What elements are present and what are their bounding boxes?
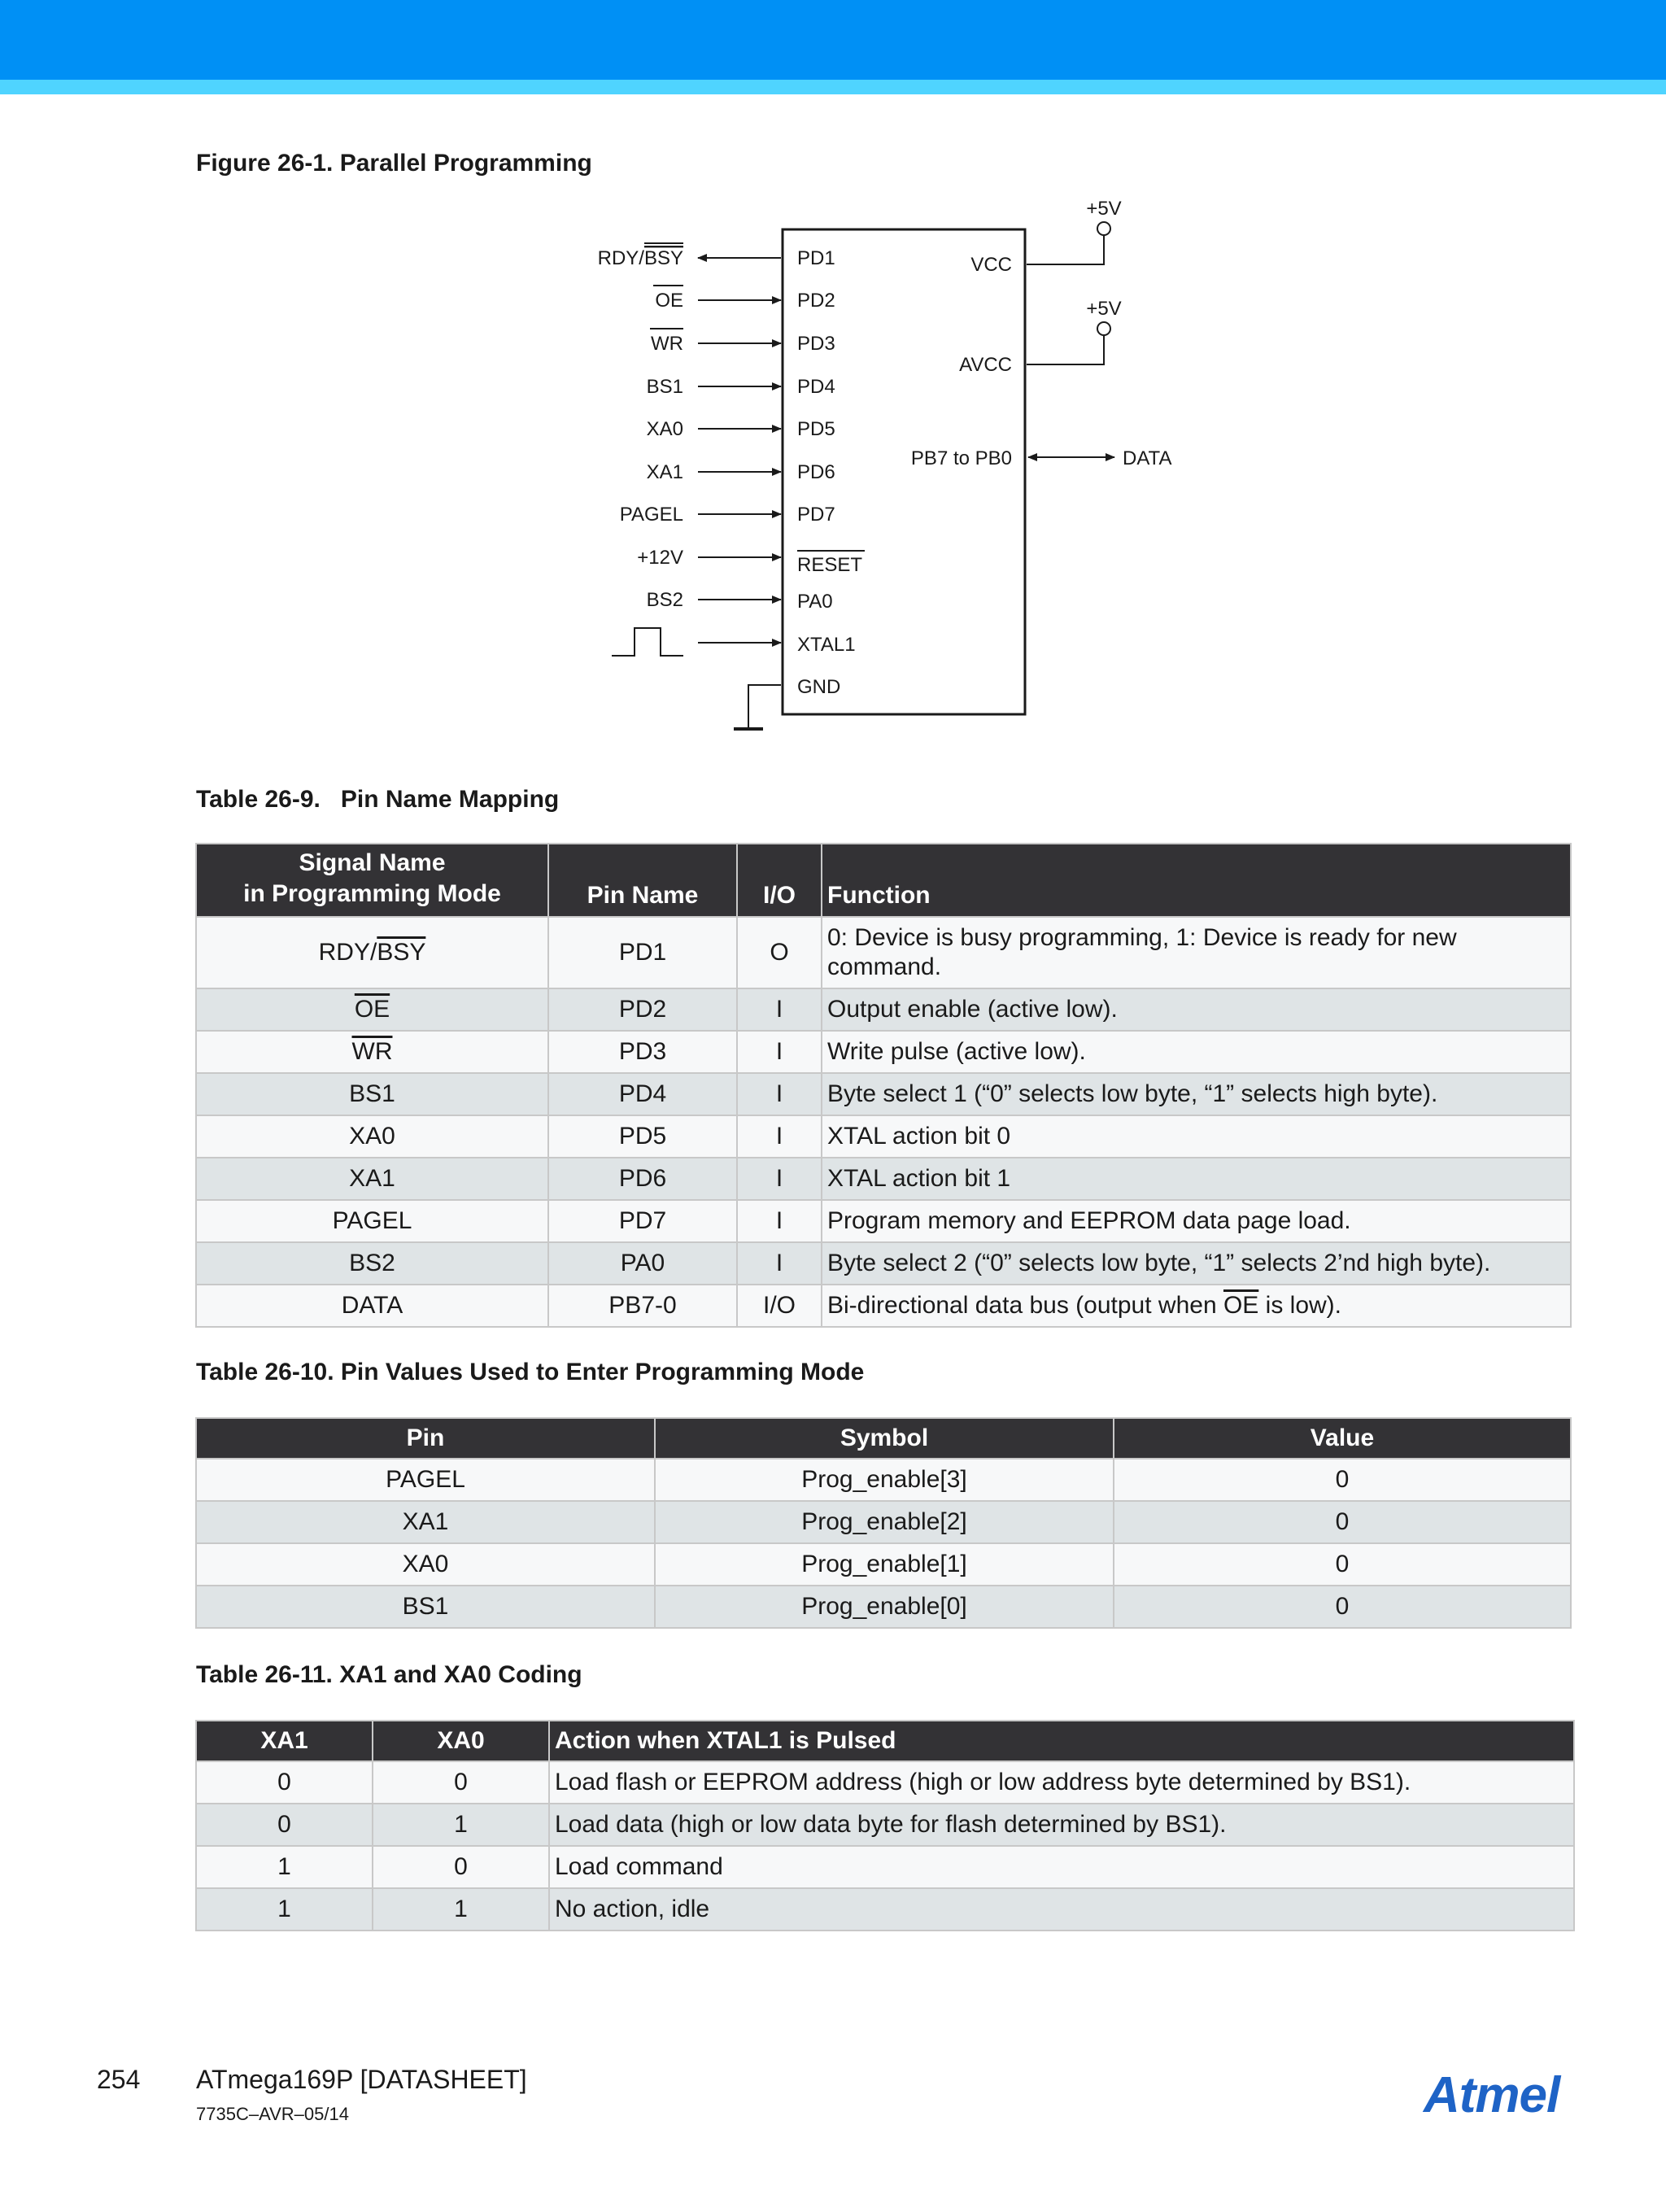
cell-xa0: 1 — [373, 1888, 549, 1931]
cell-pin: PB7-0 — [548, 1285, 737, 1327]
table-row — [196, 1242, 1571, 1285]
pin-pd6: PD6 — [797, 461, 835, 483]
cell-signal — [196, 1285, 548, 1327]
cell-signal-overbar: $\overline{WR}$ — [351, 1038, 393, 1065]
cell-signal-text: RDY/ — [318, 939, 377, 966]
cell-signal — [196, 1200, 548, 1242]
cell-io: I — [737, 988, 822, 1031]
avcc-terminal-icon — [1097, 322, 1110, 335]
table-row — [196, 1543, 1571, 1586]
pin-vcc: VCC — [970, 254, 1012, 276]
col-header-symbol: Symbol — [655, 1418, 1114, 1459]
cell-pin: PD7 — [548, 1200, 737, 1242]
table2-caption — [196, 1359, 864, 1386]
cell-signal-text: BS1 — [349, 1080, 395, 1107]
page-number: 254 — [97, 2065, 141, 2094]
pin-values-table — [195, 1417, 1572, 1629]
cell-signal — [196, 1158, 548, 1200]
pin-pd1: PD1 — [797, 247, 835, 269]
cell-pin: XA0 — [196, 1543, 655, 1586]
cell-pin: PAGEL — [196, 1459, 655, 1501]
cell-symbol: Prog_enable[1] — [655, 1543, 1114, 1586]
table-row — [196, 988, 1571, 1031]
cell-pin: PD5 — [548, 1115, 737, 1158]
figure-caption-title: Parallel Programming — [339, 150, 592, 177]
table-row — [196, 1586, 1571, 1628]
col-header-pin-name: Pin Name — [548, 844, 737, 917]
cell-signal — [196, 1073, 548, 1115]
table-header-row — [196, 844, 1571, 917]
table-row — [196, 1115, 1571, 1158]
table-row — [196, 1761, 1574, 1804]
col-header-signal-line2: in Programming Mode — [243, 880, 501, 907]
table-row — [196, 1501, 1571, 1543]
pin-pa0: PA0 — [797, 591, 833, 613]
cell-xa1: 1 — [196, 1888, 373, 1931]
figure-caption-number: Figure 26-1. — [196, 150, 334, 177]
pin-name-mapping-table — [195, 843, 1572, 1328]
cell-action: Load data (high or low data byte for flash determined by BS1). — [549, 1804, 1574, 1846]
cell-signal-text: BS2 — [349, 1250, 395, 1276]
cell-pin: PD3 — [548, 1031, 737, 1073]
cell-value: 0 — [1114, 1459, 1571, 1501]
col-header-value: Value — [1114, 1418, 1571, 1459]
cell-io: I — [737, 1200, 822, 1242]
table1-caption-title: Pin Name Mapping — [340, 786, 560, 813]
cell-function: 0: Device is busy programming, 1: Device is ready for new command. — [822, 917, 1571, 988]
table3-caption — [196, 1661, 582, 1689]
table2-caption-number: Table 26-10. — [196, 1359, 334, 1385]
cell-pin: BS1 — [196, 1586, 655, 1628]
signal-pagel: PAGEL — [619, 504, 683, 526]
table-row — [196, 1073, 1571, 1115]
cell-xa1: 0 — [196, 1804, 373, 1846]
pin-port-b: PB7 to PB0 — [910, 447, 1012, 469]
cell-function-post: is low). — [1258, 1292, 1342, 1319]
signal-12v: +12V — [637, 547, 683, 569]
col-header-xa0: XA0 — [373, 1721, 549, 1761]
pin-reset: RESET — [797, 554, 863, 576]
col-header-action: Action when XTAL1 is Pulsed — [549, 1721, 1574, 1761]
table3-caption-number: Table 26-11. — [196, 1661, 333, 1688]
cell-io: I — [737, 1115, 822, 1158]
col-header-io: I/O — [737, 844, 822, 917]
cell-function: Program memory and EEPROM data page load. — [822, 1200, 1571, 1242]
pin-pd4: PD4 — [797, 376, 835, 398]
gnd-wire — [748, 685, 781, 729]
avcc-supply-label: +5V — [1086, 298, 1122, 320]
cell-signal — [196, 988, 548, 1031]
cell-signal — [196, 917, 548, 988]
vcc-wire — [1027, 236, 1104, 264]
cell-function — [822, 1285, 1571, 1327]
col-header-signal-line1: Signal Name — [299, 849, 446, 876]
vcc-supply-label: +5V — [1086, 198, 1122, 220]
pin-pd3: PD3 — [797, 333, 835, 355]
cell-function: Output enable (active low). — [822, 988, 1571, 1031]
cell-io: I — [737, 1242, 822, 1285]
pin-xtal1: XTAL1 — [797, 634, 856, 656]
table-header-row — [196, 1418, 1571, 1459]
cell-symbol: Prog_enable[3] — [655, 1459, 1114, 1501]
signal-xa0: XA0 — [646, 418, 683, 440]
col-header-function: Function — [822, 844, 1571, 917]
col-header-xa1: XA1 — [196, 1721, 373, 1761]
table-row — [196, 1804, 1574, 1846]
cell-io: I — [737, 1031, 822, 1073]
cell-action: Load flash or EEPROM address (high or low address byte determined by BS1). — [549, 1761, 1574, 1804]
table-row — [196, 1285, 1571, 1327]
pin-gnd: GND — [797, 676, 841, 698]
pin-pd5: PD5 — [797, 418, 835, 440]
pin-pd7: PD7 — [797, 504, 835, 526]
table2-caption-title: Pin Values Used to Enter Programming Mode — [340, 1359, 865, 1385]
cell-xa0: 0 — [373, 1761, 549, 1804]
document-code: 7735C–AVR–05/14 — [196, 2104, 349, 2124]
vcc-terminal-icon — [1097, 222, 1110, 235]
table1-caption-number: Table 26-9. — [196, 786, 321, 813]
cell-xa1: 0 — [196, 1761, 373, 1804]
table1-caption — [196, 786, 559, 814]
table-row — [196, 1158, 1571, 1200]
cell-signal-text: XA1 — [349, 1165, 395, 1192]
document-title: ATmega169P [DATASHEET] — [196, 2065, 527, 2094]
cell-function: Write pulse (active low). — [822, 1031, 1571, 1073]
cell-xa0: 0 — [373, 1846, 549, 1888]
cell-pin: PD6 — [548, 1158, 737, 1200]
parallel-programming-schematic — [0, 0, 1666, 765]
cell-signal-overbar: $\overline{OE}$ — [354, 996, 390, 1023]
cell-io: O — [737, 917, 822, 988]
cell-signal — [196, 1242, 548, 1285]
table-row — [196, 1459, 1571, 1501]
signal-bs2: BS2 — [646, 589, 683, 611]
cell-value: 0 — [1114, 1543, 1571, 1586]
table-row — [196, 1846, 1574, 1888]
signal-rdy-bsy: RDY/BSY — [597, 247, 683, 269]
cell-value: 0 — [1114, 1501, 1571, 1543]
cell-value: 0 — [1114, 1586, 1571, 1628]
signal-oe: OE — [655, 290, 683, 312]
cell-io: I — [737, 1073, 822, 1115]
avcc-wire — [1027, 336, 1104, 364]
cell-signal-text: DATA — [341, 1292, 403, 1319]
cell-function: Byte select 1 (“0” selects low byte, “1” selects high byte). — [822, 1073, 1571, 1115]
cell-signal-overbar: $\overline{BSY}$ — [377, 939, 426, 966]
cell-pin: PD2 — [548, 988, 737, 1031]
cell-function-overbar: $\overline{OE}$ — [1223, 1292, 1259, 1319]
cell-function: XTAL action bit 0 — [822, 1115, 1571, 1158]
pin-pd2: PD2 — [797, 290, 835, 312]
cell-symbol: Prog_enable[2] — [655, 1501, 1114, 1543]
signal-xa1: XA1 — [646, 461, 683, 483]
table-row — [196, 917, 1571, 988]
cell-action: Load command — [549, 1846, 1574, 1888]
cell-xa0: 1 — [373, 1804, 549, 1846]
clock-pulse-icon — [612, 628, 683, 656]
col-header-pin: Pin — [196, 1418, 655, 1459]
cell-pin: PD4 — [548, 1073, 737, 1115]
cell-signal-text: XA0 — [349, 1123, 395, 1150]
col-header-signal — [196, 844, 548, 917]
cell-function: Byte select 2 (“0” selects low byte, “1” selects 2’nd high byte). — [822, 1242, 1571, 1285]
table-row — [196, 1031, 1571, 1073]
data-label: DATA — [1123, 447, 1172, 469]
signal-bs1: BS1 — [646, 376, 683, 398]
table-header-row — [196, 1721, 1574, 1761]
table-row — [196, 1200, 1571, 1242]
cell-function-pre: Bi-directional data bus (output when — [827, 1292, 1223, 1319]
cell-pin: PD1 — [548, 917, 737, 988]
pin-avcc: AVCC — [959, 354, 1012, 376]
cell-pin: XA1 — [196, 1501, 655, 1543]
cell-xa1: 1 — [196, 1846, 373, 1888]
signal-wr: WR — [651, 333, 683, 355]
cell-pin: PA0 — [548, 1242, 737, 1285]
cell-function: XTAL action bit 1 — [822, 1158, 1571, 1200]
cell-symbol: Prog_enable[0] — [655, 1586, 1114, 1628]
cell-io: I/O — [737, 1285, 822, 1327]
cell-signal-text: PAGEL — [332, 1207, 412, 1234]
cell-io: I — [737, 1158, 822, 1200]
table-row — [196, 1888, 1574, 1931]
cell-signal — [196, 1115, 548, 1158]
cell-signal — [196, 1031, 548, 1073]
xa-coding-table — [195, 1720, 1575, 1931]
atmel-logo: Atmel — [1424, 2067, 1560, 2123]
table3-caption-title: XA1 and XA0 Coding — [339, 1661, 582, 1688]
cell-action: No action, idle — [549, 1888, 1574, 1931]
